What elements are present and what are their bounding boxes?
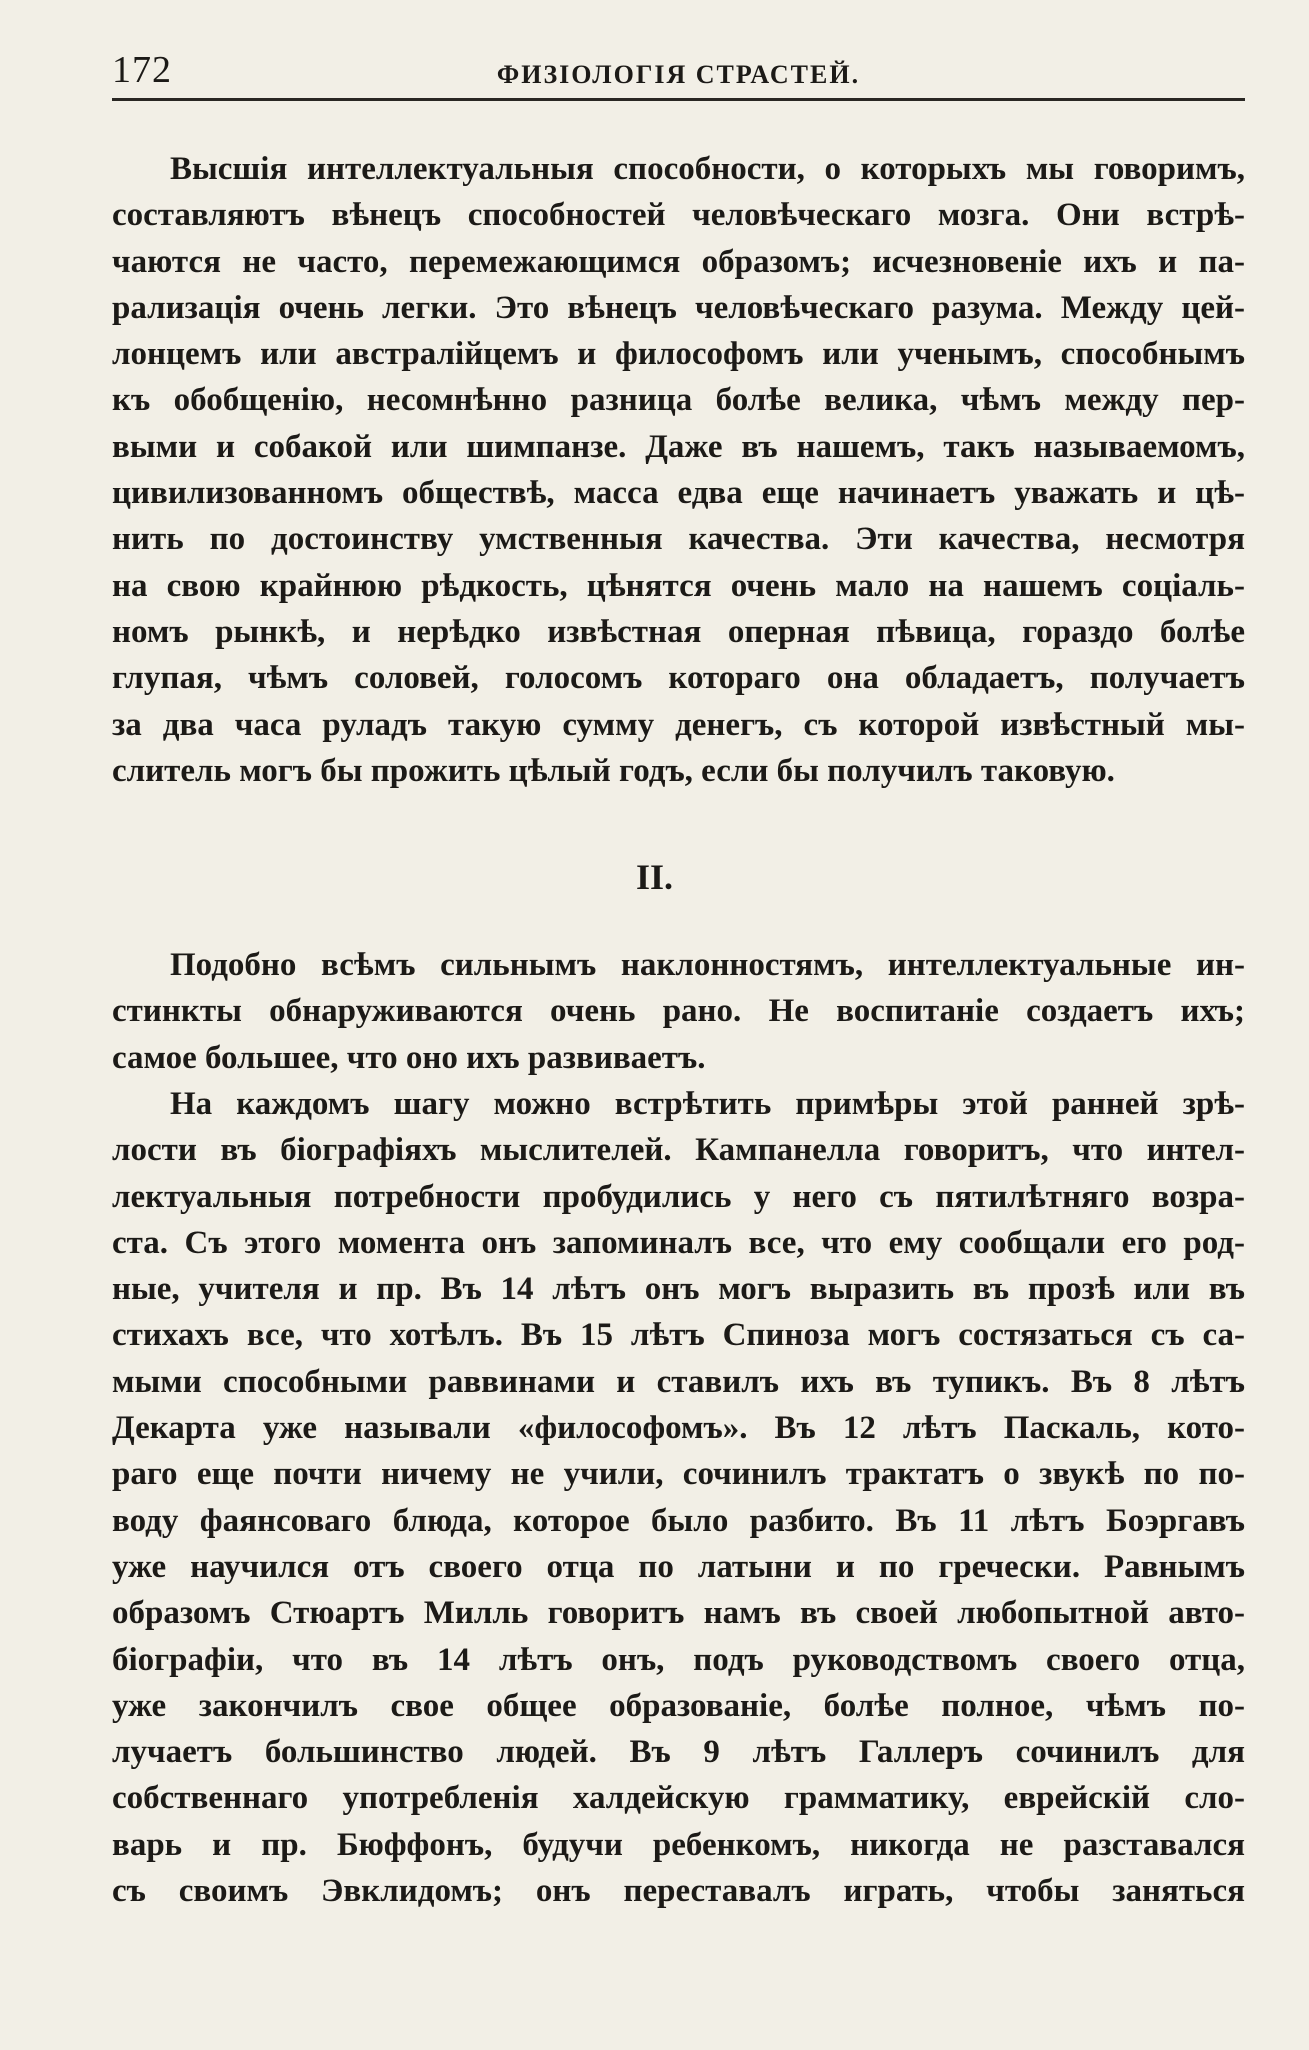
paragraph-1 xyxy=(112,146,1245,794)
text-line: воду фаянсоваго блюда, которое было разбито. Въ 11 лѣтъ Боэргавъ xyxy=(112,1502,1245,1539)
paragraph-2 xyxy=(112,942,1245,1081)
text-line: составляютъ вѣнецъ способностей человѣческаго мозга. Они встрѣ- xyxy=(112,197,1245,234)
text-line: уже научился отъ своего отца по латыни и по гречески. Равнымъ xyxy=(112,1548,1245,1585)
text-line: съ своимъ Эвклидомъ; онъ переставалъ играть, чтобы заняться xyxy=(112,1873,1245,1910)
paragraph-3 xyxy=(112,1081,1245,1914)
text-line: на свою крайнюю рѣдкость, цѣнятся очень мало на нашемъ соціаль- xyxy=(112,567,1245,604)
running-title: ФИЗІОЛОГІЯ СТРАСТЕЙ. xyxy=(496,60,861,89)
page-header xyxy=(112,44,1245,101)
text-line: ста. Съ этого момента онъ запоминалъ все, что ему сообщали его род- xyxy=(112,1224,1245,1261)
text-line: рализація очень легки. Это вѣнецъ человѣческаго разума. Между цей- xyxy=(112,289,1245,326)
text-line: образомъ Стюартъ Милль говоритъ намъ въ своей любопытной авто- xyxy=(112,1595,1245,1632)
text-line: стихахъ все, что хотѣлъ. Въ 15 лѣтъ Спиноза могъ состязаться съ са- xyxy=(112,1317,1245,1354)
text-line: варь и пр. Бюффонъ, будучи ребенкомъ, никогда не разставался xyxy=(112,1826,1245,1863)
text-line: нить по достоинству умственныя качества. Эти качества, несмотря xyxy=(112,521,1245,558)
text-line: глупая, чѣмъ соловей, голосомъ котораго она обладаетъ, получаетъ xyxy=(112,660,1245,697)
text-line: чаются не часто, перемежающимся образомъ; исчезновеніе ихъ и па- xyxy=(112,243,1245,280)
text-line: слитель могъ бы прожить цѣлый годъ, если бы получилъ таковую. xyxy=(112,752,1115,789)
text-line: цивилизованномъ обществѣ, масса едва еще начинаетъ уважать и цѣ- xyxy=(112,475,1245,512)
text-line: лонцемъ или австралійцемъ и философомъ или ученымъ, способнымъ xyxy=(112,336,1245,373)
text-line: раго еще почти ничему не учили, сочинилъ трактатъ о звукѣ по по- xyxy=(112,1456,1245,1493)
text-line: самое большее, что оно ихъ развиваетъ. xyxy=(112,1039,706,1076)
text-line: лучаетъ большинство людей. Въ 9 лѣтъ Галлеръ сочинилъ для xyxy=(112,1734,1245,1771)
text-line: ные, учителя и пр. Въ 14 лѣтъ онъ могъ выразить въ прозѣ или въ xyxy=(112,1271,1245,1308)
text-line: собственнаго употребленія халдейскую грамматику, еврейскій сло- xyxy=(112,1780,1245,1817)
page-number: 172 xyxy=(112,49,172,91)
text-line: выми и собакой или шимпанзе. Даже въ нашемъ, такъ называемомъ, xyxy=(112,428,1245,465)
text-line: стинкты обнаруживаются очень рано. Не воспитаніе создаетъ ихъ; xyxy=(112,993,1245,1030)
text-line: за два часа руладъ такую сумму денегъ, съ которой извѣстный мы- xyxy=(112,706,1245,743)
section-number: II. xyxy=(635,857,674,897)
text-line: лектуальныя потребности пробудились у него съ пятилѣтняго возра- xyxy=(112,1178,1245,1215)
text-line: номъ рынкѣ, и нерѣдко извѣстная оперная пѣвица, гораздо болѣе xyxy=(112,613,1245,650)
text-line: Высшія интеллектуальныя способности, о которыхъ мы говоримъ, xyxy=(170,151,1245,187)
text-line: лости въ біографіяхъ мыслителей. Кампанелла говоритъ, что интел- xyxy=(112,1132,1245,1169)
text-line: Подобно всѣмъ сильнымъ наклонностямъ, интеллектуальные ин- xyxy=(170,947,1245,983)
text-line: уже закончилъ свое общее образованіе, болѣе полное, чѣмъ по- xyxy=(112,1687,1245,1724)
text-line: Декарта уже называли «философомъ». Въ 12 лѣтъ Паскаль, кото- xyxy=(112,1410,1245,1447)
text-line: біографіи, что въ 14 лѣтъ онъ, подъ руководствомъ своего отца, xyxy=(112,1641,1245,1678)
text-line: мыми способными раввинами и ставилъ ихъ въ тупикъ. Въ 8 лѣтъ xyxy=(112,1363,1245,1400)
text-line: На каждомъ шагу можно встрѣтить примѣры этой ранней зрѣ- xyxy=(170,1086,1245,1122)
text-line: къ обобщенію, несомнѣнно разница болѣе велика, чѣмъ между пер- xyxy=(112,382,1245,419)
